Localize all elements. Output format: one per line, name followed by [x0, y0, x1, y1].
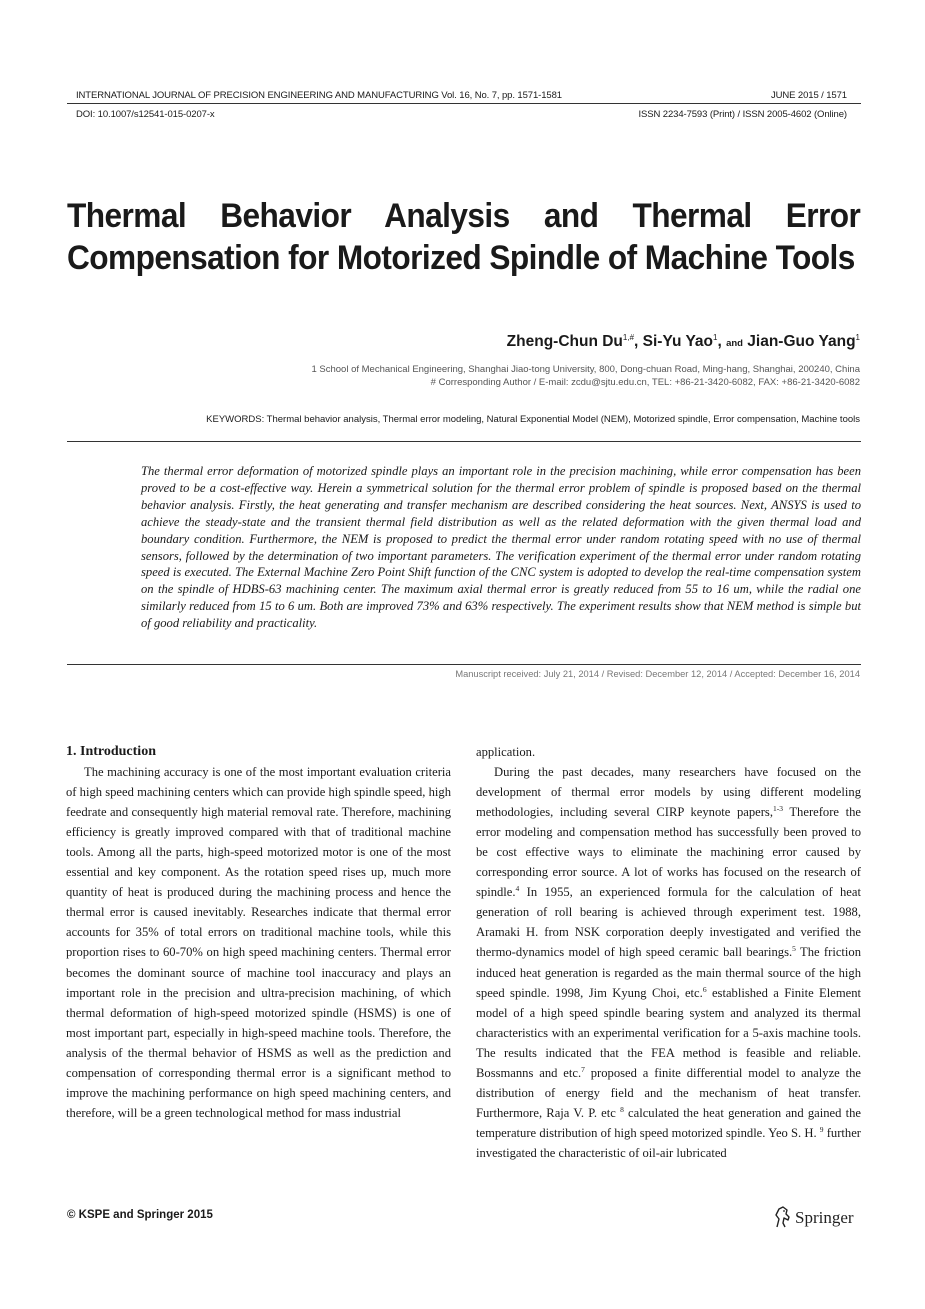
citation-ref[interactable]: 9 — [819, 1124, 824, 1134]
paragraph-continuation: application. — [476, 745, 536, 759]
springer-logo — [773, 1205, 863, 1231]
corresponding-author: # Corresponding Author / E-mail: zcdu@sjtu.edu.cn, TEL: +86-21-3420-6082, FAX: +86-21-3420-6082 — [430, 377, 860, 388]
header-rule — [67, 103, 861, 104]
author-affil-mark: 1 — [713, 333, 718, 342]
author-affil-mark: 1 — [855, 333, 860, 342]
copyright: © KSPE and Springer 2015 — [67, 1209, 213, 1221]
keywords: KEYWORDS: Thermal behavior analysis, Thermal error modeling, Natural Exponential Model (NEM), Motorized spindle, Error compensation, Machine tools — [206, 414, 860, 425]
doi[interactable]: DOI: 10.1007/s12541-015-0207-x — [76, 109, 215, 120]
citation-ref[interactable]: 4 — [515, 884, 520, 894]
citation-ref[interactable]: 7 — [581, 1064, 585, 1074]
publisher-name: Springer — [795, 1208, 854, 1227]
paragraph: During the past decades, many researchers have focused on the development of thermal error models by using different modeling methodologies, including several CIRP keynote papers,$^{1-3}$ Therefore the error modeling and compensation method has successfully been proved to be cost effective ways to eliminate the machining error caused by corresponding error source. A lot of works has focused on the research of spindle.$^4$ In 1955, an experienced formula for the calculation of heat generation of roll bearing is achieved through experiment test. 1988, Aramaki H. from NSK corporation deeply investigated and verified the thermo-dynamics model of high speed ceramic ball bearings.$^5$ The friction induced heat generation is regarded as the main thermal source of the high speed spindle. 1998, Jim Kyung Choi, etc.$^6$ established a Finite Element model of a high speed spindle bearing system and analyzed its thermal characteristics with an experimental verification for a 5-axis machine tools. The results indicated that the FEA method is feasible and reliable. Bossmanns and etc.$^7$ proposed a finite differential model to analyze the distribution of energy field and the mechanism of heat transfer. Furthermore, Raja V. P. etc $^8$ calculated the heat generation and gained the temperature distribution of high speed motorized spindle. Yeo S. H. $^9$ further investigated the characteristic of oil-air lubricated — [476, 765, 862, 1160]
issue-date-page: JUNE 2015 / 1571 — [770, 90, 847, 101]
author-name: Si-Yu Yao — [642, 333, 714, 350]
journal-citation: INTERNATIONAL JOURNAL OF PRECISION ENGINEERING AND MANUFACTURING Vol. 16, No. 7, pp. 1571-1581 — [76, 90, 562, 101]
citation-ref[interactable]: 1-3 — [772, 804, 783, 814]
citation-ref[interactable]: 8 — [620, 1104, 624, 1114]
author-name: Jian-Guo Yang — [747, 333, 856, 350]
paper-title: Thermal Behavior Analysis and Thermal Error Compensation for Motorized Spindle of Machine Tools — [67, 197, 861, 277]
paragraph: The machining accuracy is one of the most important evaluation criteria of high speed machining centers which can provide high spindle speed, high feedrate and consequently high material removal rate. Therefore, machining efficiency is greatly improved compared with that of traditional machine tools. Among all the parts, high-speed motorized motor is one of the most essential and key component. As the rotation speed rises up, much more quantity of heat is produced during the machining process and hence the thermal error is caused inevitably. Researches indicate that thermal error accounts for 35% of total errors on traditional machine tools, while this proportion rises to 60-70% on high speed machining centers. Thermal error becomes the dominant source of machine tool inaccuracy and plays an important role in the precision and ultra-precision machining, of which thermal deformation of high-speed motorized spindle (HSMS) is one of most important part, especially in high-speed machine tools. Therefore, the analysis of the thermal behavior of HSMS as well as the prediction and compensation of corresponding thermal error is a significant method to improve the machining performance on high speed machining centers, and therefore, will be a green technological method for mass industrial — [66, 765, 451, 1120]
manuscript-dates: Manuscript received: July 21, 2014 / Revised: December 12, 2014 / Accepted: December 16, 2014 — [455, 669, 860, 679]
issn: ISSN 2234-7593 (Print) / ISSN 2005-4602 (Online) — [638, 109, 847, 120]
section-heading: 1. Introduction — [66, 744, 156, 759]
citation-ref[interactable]: 5 — [792, 944, 796, 954]
author-list: Zheng-Chun $Du^{1,\#}$, Si-Yu Yao$^1$, and Jian-Guo Yang$^1$ — [506, 333, 860, 350]
author-affil-mark: 1,# — [622, 333, 635, 342]
column-left — [66, 742, 451, 1123]
citation-ref[interactable]: 6 — [702, 984, 707, 994]
column-right — [476, 742, 861, 1163]
author-name: Zheng-Chun Du — [506, 333, 623, 350]
abstract-rule — [67, 664, 861, 665]
abstract: The thermal error deformation of motorized spindle plays an important role in the precision machining, while error compensation has been proved to be a cost-effective way. Herein a symmetrical solution for the thermal error problem of spindle is proposed based on the thermal behavior analysis. Firstly, the heat generating and transfer mechanism are described considering the heat sources. Next, ANSYS is used to achieve the steady-state and the transient thermal field distribution as well as the related deformation with the given thermal load and boundary condition. Furthermore, the NEM is proposed to predict the thermal error under random rotating speed with no use of thermal sensors, followed by the determination of two important parameters. The verification experiment of the thermal error under random rotating speed is executed. The External Machine Zero Point Shift function of the CNC system is adopted to develop the real-time compensation system on the spindle of HDBS-63 machining center. The maximum axial thermal error is greatly reduced from 55 to 16 um, while the radial one similarly reduced from 15 to 6 um. Both are improved 73% and 63% respectively. The experiment results show that NEM method is simple but of good reliability and practicality. — [141, 464, 861, 631]
affiliation: 1 School of Mechanical Engineering, Shanghai Jiao-tong University, 800, Dong-chuan Road, Ming-hang, Shanghai, 200240, China — [311, 364, 860, 375]
keywords-rule — [67, 441, 861, 442]
springer-horse-icon — [773, 1205, 793, 1229]
